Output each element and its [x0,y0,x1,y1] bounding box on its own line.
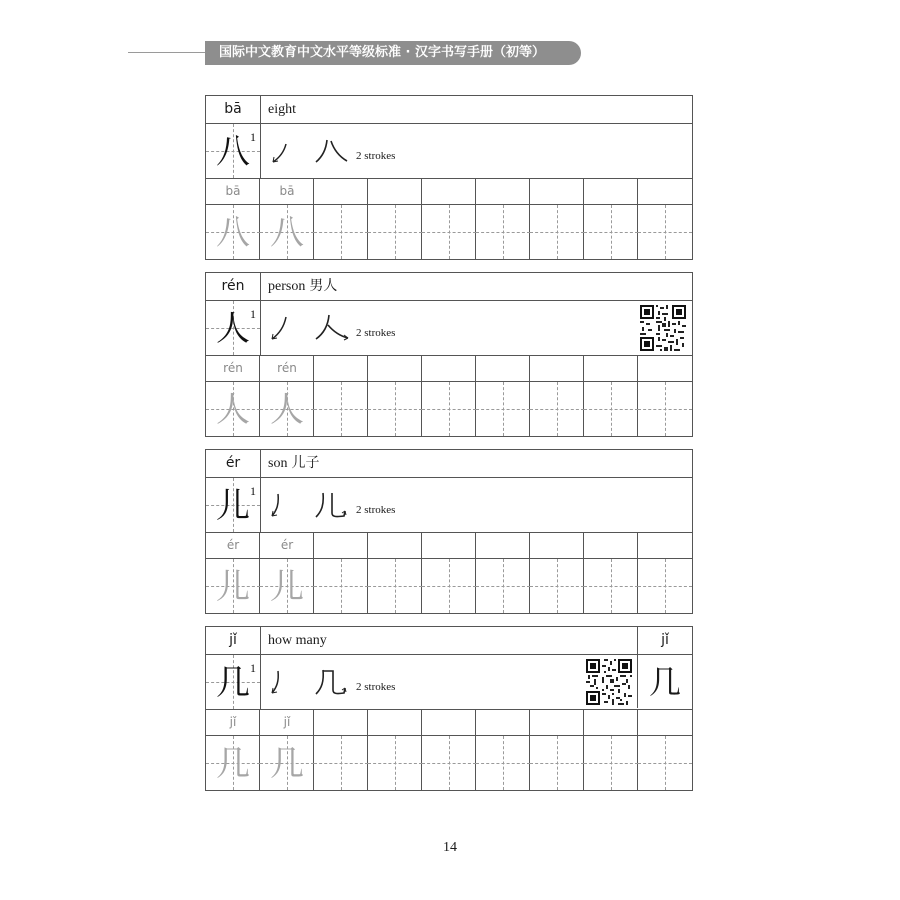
stroke-1-icon [268,132,298,172]
meaning-text [268,627,331,654]
practice-cell[interactable] [476,179,530,259]
character-block-ba [205,95,693,260]
practice-cell[interactable] [530,179,584,259]
practice-cell[interactable]: jǐ 几 [206,710,260,790]
practice-cell[interactable] [638,533,692,613]
meaning-text [268,96,300,123]
model-character-cell [206,478,261,532]
practice-cell[interactable] [314,356,368,436]
character-block-ren [205,272,693,437]
level-number: 1 [250,130,256,144]
practice-cell[interactable] [638,179,692,259]
practice-cell[interactable]: jǐ 几 [260,710,314,790]
trace-character: 八 [270,213,304,253]
practice-cell[interactable] [422,179,476,259]
stroke-count: 2 strokes [356,150,396,162]
trace-character: 人 [216,390,250,430]
practice-cell[interactable] [368,710,422,790]
practice-cell[interactable] [476,710,530,790]
practice-cell[interactable] [314,710,368,790]
model-character: 几 [216,663,250,703]
practice-grid [206,710,692,790]
model-character-cell [206,124,261,178]
side-character: 几 [648,663,681,701]
meaning-en: eight [268,102,296,117]
practice-cell[interactable] [422,710,476,790]
trace-character: 儿 [270,567,304,607]
practice-cell[interactable] [314,533,368,613]
practice-cell[interactable]: bā 八 [260,179,314,259]
practice-cell[interactable] [584,356,638,436]
practice-cell[interactable]: bā 八 [206,179,260,259]
practice-grid [206,533,692,613]
stroke-1-icon [268,486,298,526]
model-character: 人 [216,309,250,349]
practice-cell[interactable] [638,710,692,790]
practice-cell[interactable] [530,356,584,436]
stroke-count: 2 strokes [356,681,396,693]
practice-cell[interactable] [584,533,638,613]
model-character: 八 [216,132,250,172]
stroke-1-icon [268,309,298,349]
practice-cell[interactable] [476,533,530,613]
practice-cell[interactable] [422,533,476,613]
practice-cell[interactable] [368,533,422,613]
side-character-cell [637,627,692,708]
qr-code-icon[interactable] [586,659,632,705]
header-title: 国际中文教育中文水平等级标准 · 汉字书写手册（初等） [205,41,581,65]
practice-cell[interactable] [638,356,692,436]
practice-cell[interactable]: rén 人 [206,356,260,436]
practice-cell[interactable] [584,179,638,259]
trace-character: 八 [216,213,250,253]
meaning-text [268,273,337,300]
practice-cell[interactable] [368,179,422,259]
practice-grid [206,356,692,436]
stroke-2-icon [314,132,350,172]
practice-cell[interactable] [530,533,584,613]
model-character-cell [206,655,261,709]
meaning-cn: 儿子 [291,455,320,471]
page-number: 14 [443,840,457,855]
pinyin-label: jǐ [206,627,261,654]
meaning-cn: 男人 [309,278,338,294]
practice-cell[interactable] [368,356,422,436]
practice-cell[interactable] [476,356,530,436]
character-block-ji [205,626,693,791]
trace-character: 几 [216,744,250,784]
practice-cell[interactable] [584,710,638,790]
meaning-en: how many [268,633,327,648]
practice-cell[interactable]: ér 儿 [260,533,314,613]
practice-cell[interactable] [314,179,368,259]
practice-cell[interactable] [422,356,476,436]
pinyin-label: bā [206,96,261,123]
trace-character: 几 [270,744,304,784]
meaning-en: son [268,456,288,471]
practice-cell[interactable]: ér 儿 [206,533,260,613]
model-character-cell [206,301,261,355]
level-number: 1 [250,484,256,498]
qr-code-icon[interactable] [640,305,686,351]
meaning-en: person [268,279,306,294]
pinyin-label: rén [206,273,261,300]
meaning-text [268,450,319,477]
trace-character: 人 [270,390,304,430]
practice-grid [206,179,692,259]
trace-character: 儿 [216,567,250,607]
stroke-2-icon [314,309,354,349]
practice-cell[interactable]: rén 人 [260,356,314,436]
level-number: 1 [250,307,256,321]
stroke-2-icon [314,663,354,703]
level-number: 1 [250,661,256,675]
side-pinyin: jǐ [638,627,692,655]
stroke-count: 2 strokes [356,327,396,339]
stroke-count: 2 strokes [356,504,396,516]
model-character: 儿 [216,486,250,526]
stroke-2-icon [314,486,354,526]
character-block-er [205,449,693,614]
pinyin-label: ér [206,450,261,477]
practice-cell[interactable] [530,710,584,790]
stroke-1-icon [268,663,298,703]
